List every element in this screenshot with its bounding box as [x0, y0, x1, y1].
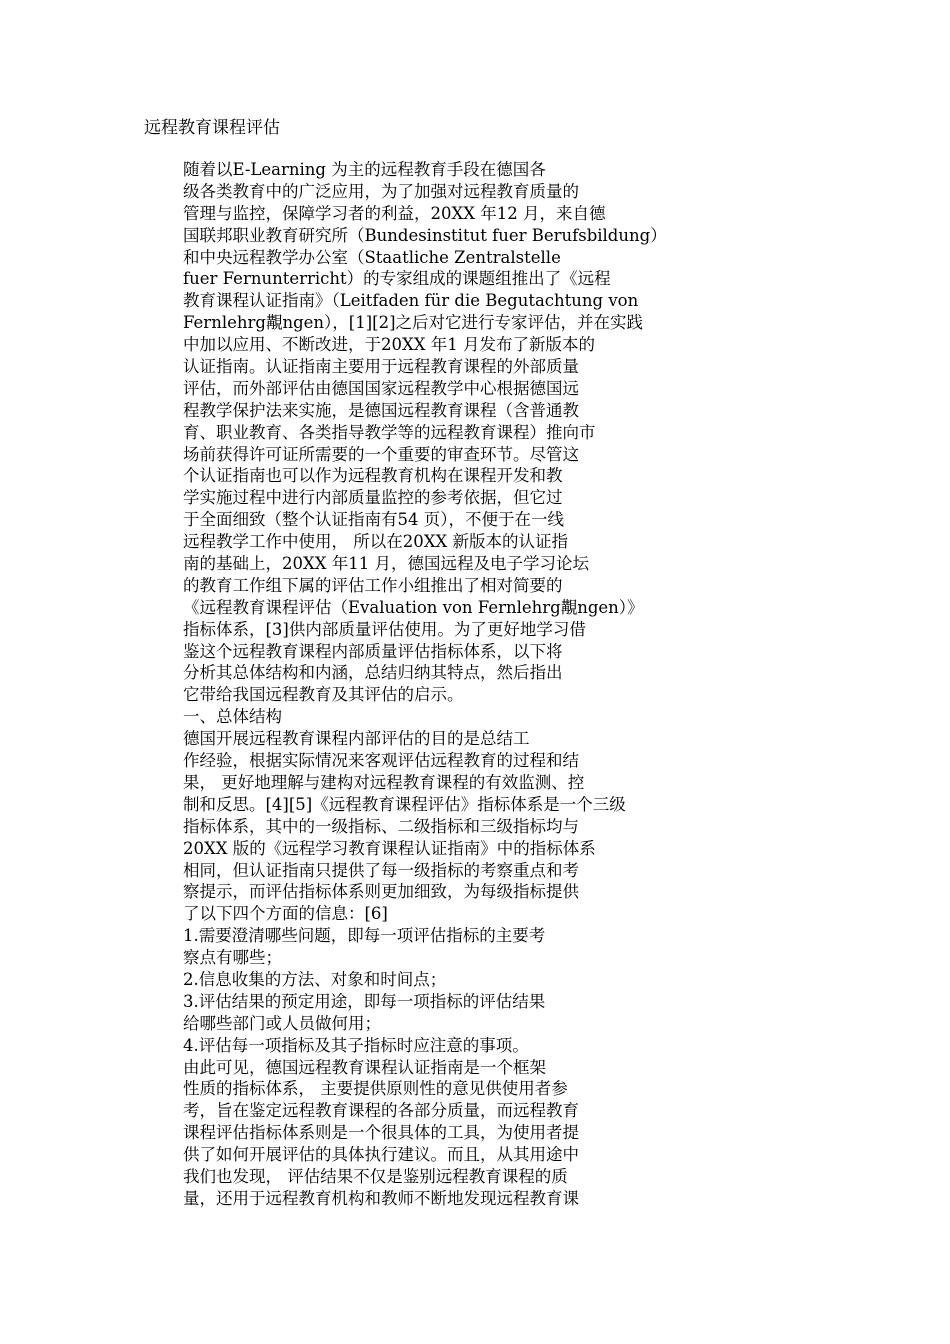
text-line: 场前获得许可证所需要的一个重要的审查环节。尽管这 [183, 444, 579, 464]
text-line: Fernlehrg覯ngen），[1][2]之后对它进行专家评估，并在实践 [183, 313, 644, 333]
text-line: 指标体系，[3]供内部质量评估使用。为了更好地学习借 [183, 619, 586, 639]
text-line: 德国开展远程教育课程内部评估的目的是总结工 [183, 729, 530, 749]
text-line: 评估，而外部评估由德国国家远程教学中心根据德国远 [183, 378, 579, 398]
text-line: 供了如何开展评估的具体执行建议。而且，从其用途中 [183, 1145, 579, 1165]
text-line: 南的基础上，20XX 年11 月，德国远程及电子学习论坛 [183, 554, 589, 574]
text-line: 《远程教育课程评估（Evaluation von Fernlehrg覯ngen）》 [183, 597, 644, 617]
text-line: 制和反思。[4][5]《远程教育课程评估》指标体系是一个三级 [183, 794, 626, 814]
text-line: 4.评估每一项指标及其子指标时应注意的事项。 [183, 1035, 529, 1055]
text-line: 育、职业教育、各类指导教学等的远程教育课程）推向市 [183, 422, 596, 442]
text-line: 一、总体结构 [183, 707, 282, 727]
text-line: 认证指南。认证指南主要用于远程教育课程的外部质量 [183, 357, 579, 377]
text-line: 个认证指南也可以作为远程教育机构在课程开发和教 [183, 466, 563, 486]
text-line: 性质的指标体系， 主要提供原则性的意见供使用者参 [183, 1079, 568, 1099]
text-line: 级各类教育中的广泛应用，为了加强对远程教育质量的 [183, 181, 579, 201]
text-line: 考，旨在鉴定远程教育课程的各部分质量，而远程教育 [183, 1101, 579, 1121]
text-line: 相同，但认证指南只提供了每一级指标的考察重点和考 [183, 860, 579, 880]
text-line: 于全面细致（整个认证指南有54 页），不便于在一线 [183, 510, 564, 530]
text-line: 量，还用于远程教育机构和教师不断地发现远程教育课 [183, 1188, 579, 1208]
text-line: 20XX 版的《远程学习教育课程认证指南》中的指标体系 [183, 838, 596, 858]
text-line: 察点有哪些； [183, 948, 282, 968]
document-body [183, 159, 923, 1210]
text-line: 分析其总体结构和内涵，总结归纳其特点，然后指出 [183, 663, 563, 683]
text-line: 2.信息收集的方法、对象和时间点； [183, 969, 447, 989]
text-line: fuer Fernunterricht）的专家组成的课题组推出了《远程 [183, 269, 611, 289]
text-line: 果， 更好地理解与建构对远程教育课程的有效监测、控 [183, 772, 585, 792]
text-line: 国联邦职业教育研究所（Bundesinstitut fuer Berufsbildung） [183, 225, 667, 245]
text-line: 程教学保护法来实施，是德国远程教育课程（含普通教 [183, 400, 579, 420]
text-line: 中加以应用、不断改进，于20XX 年1 月发布了新版本的 [183, 335, 595, 355]
text-line: 远程教学工作中使用， 所以在20XX 新版本的认证指 [183, 532, 568, 552]
text-line: 课程评估指标体系则是一个很具体的工具，为使用者提 [183, 1123, 579, 1143]
text-line: 我们也发现， 评估结果不仅是鉴别远程教育课程的质 [183, 1166, 568, 1186]
text-line: 给哪些部门或人员做何用； [183, 1013, 381, 1033]
text-line: 了以下四个方面的信息：[6] [183, 904, 388, 924]
text-line: 指标体系，其中的一级指标、二级指标和三级指标均与 [183, 816, 579, 836]
text-line: 随着以E-Learning 为主的远程教育手段在德国各 [183, 160, 546, 179]
text-line: 教育课程认证指南》（Leitfaden für die Begutachtung von [183, 291, 639, 311]
text-line: 管理与监控，保障学习者的利益，20XX 年12 月，来自德 [183, 203, 606, 223]
text-line: 鉴这个远程教育课程内部质量评估指标体系，以下将 [183, 641, 563, 661]
text-line: 的教育工作组下属的评估工作小组推出了相对简要的 [183, 575, 563, 595]
text-line: 察提示，而评估指标体系则更加细致，为每级指标提供 [183, 882, 579, 902]
text-line: 和中央远程教学办公室（Staatliche Zentralstelle [183, 247, 561, 267]
document-title: 远程教育课程评估 [144, 118, 280, 138]
text-line: 由此可见，德国远程教育课程认证指南是一个框架 [183, 1057, 546, 1077]
text-line: 学实施过程中进行内部质量监控的参考依据，但它过 [183, 488, 563, 508]
text-line: 3.评估结果的预定用途，即每一项指标的评估结果 [183, 991, 546, 1011]
text-line: 它带给我国远程教育及其评估的启示。 [183, 685, 464, 705]
text-line: 1.需要澄清哪些问题，即每一项评估指标的主要考 [183, 926, 546, 946]
text-line: 作经验，根据实际情况来客观评估远程教育的过程和结 [183, 751, 579, 771]
